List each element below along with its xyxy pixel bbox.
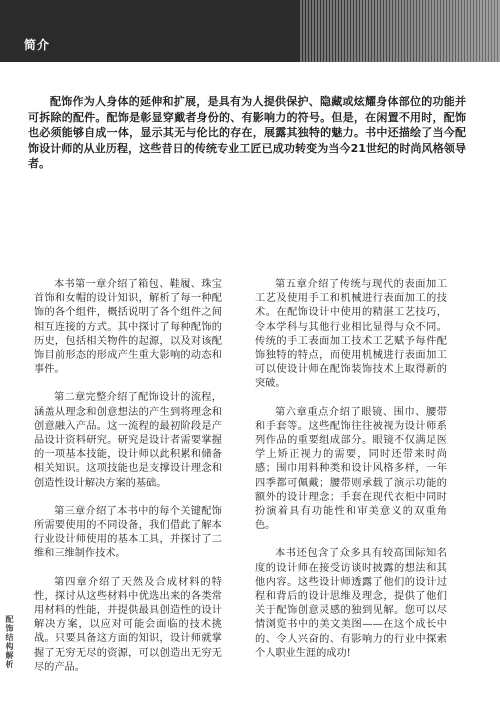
paragraph-closing: 本书还包含了众多具有较高国际知名度的设计师在接受访谈时披露的想法和其他内容。这些设计师透露了他们的设计过程和背后的设计思维及理念，提供了他们关于配饰创意灵感的独到见解。您可以尽情浏览书中的美文美图——在这个成长中的、令人兴奋的、有影响力的行业中探索个人职业生涯的成功! xyxy=(255,548,447,659)
section-title: 简介 xyxy=(24,38,51,52)
paragraph-chapter-1: 本书第一章介绍了箱包、鞋履、珠宝首饰和女帽的设计知识，解析了每一种配饰的各个组件，概括说明了各个组件之间相互连接的方式。其中探讨了每种配饰的历史，包括相关物件的起源，以及对该配饰目前形态的形成产生重大影响的动态和事件。 xyxy=(34,279,222,376)
intro-paragraph: 配饰作为人身体的延伸和扩展，是具有为人提供保护、隐藏或炫耀身体部位的功能并可拆除的配件。配饰是彰显穿戴者身份的、有影响力的符号。但是，在闲置不用时，配饰也必须能够自成一体，显示其无与伦比的存在，展露其独特的魅力。书中还描绘了当今配饰设计师的从业历程，这些昔日的传统专业工匠已成功转变为当今21世纪的时尚风格领导者。 xyxy=(28,95,466,170)
right-column xyxy=(255,278,447,675)
paragraph-chapter-5: 第五章介绍了传统与现代的表面加工工艺及使用手工和机械进行表面加工的技术。在配饰设计中使用的精湛工艺技巧，令本学科与其他行业相比显得与众不同。传统的手工表面加工技术工艺赋予每件配饰独特的特点，而使用机械进行表面加工可以使设计师在配饰装饰技术上取得新的突破。 xyxy=(255,279,447,390)
paragraph-chapter-6: 第六章重点介绍了眼镜、围巾、腰带和手套等。这些配饰往往被视为设计师系列作品的重要组成部分。眼镜不仅满足医学上矫正视力的需要，同时还带来时尚感；围巾用料种类和设计风格多样，一年四季都可佩戴；腰带则承载了演示功能的额外的设计理念；手套在现代衣柜中同时扮演着具有功能性和审美意义的双重角色。 xyxy=(255,406,447,532)
halftone-pattern xyxy=(300,0,500,62)
running-book-title: 配饰结构解析 xyxy=(5,615,14,669)
paragraph-chapter-2: 第二章完整介绍了配饰设计的流程，涵盖从理念和创意想法的产生到将理念和创意融入产品。这一流程的最初阶段是产品设计资料研究。研究是设计者需要掌握的一项基本技能，设计师以此积累和储备相关知识。这项技能也是支撑设计理念和创造性设计解决方案的基础。 xyxy=(34,392,222,489)
left-column xyxy=(34,278,222,689)
header-bar xyxy=(0,0,500,62)
paragraph-chapter-4: 第四章介绍了天然及合成材料的特性，探讨从这些材料中优选出来的各类常用材料的性能，并提供最具创造性的设计解决方案，以应对可能会面临的技术挑战。只要具备这方面的知识，设计师就掌握了无穷无尽的资源，可以创造出无穷无尽的产品。 xyxy=(34,576,222,673)
paragraph-chapter-3: 第三章介绍了本书中的每个关键配饰所需要使用的不同设备，我们借此了解本行业设计师使用的基本工具，并探讨了二维和三维制作技术。 xyxy=(34,505,222,560)
